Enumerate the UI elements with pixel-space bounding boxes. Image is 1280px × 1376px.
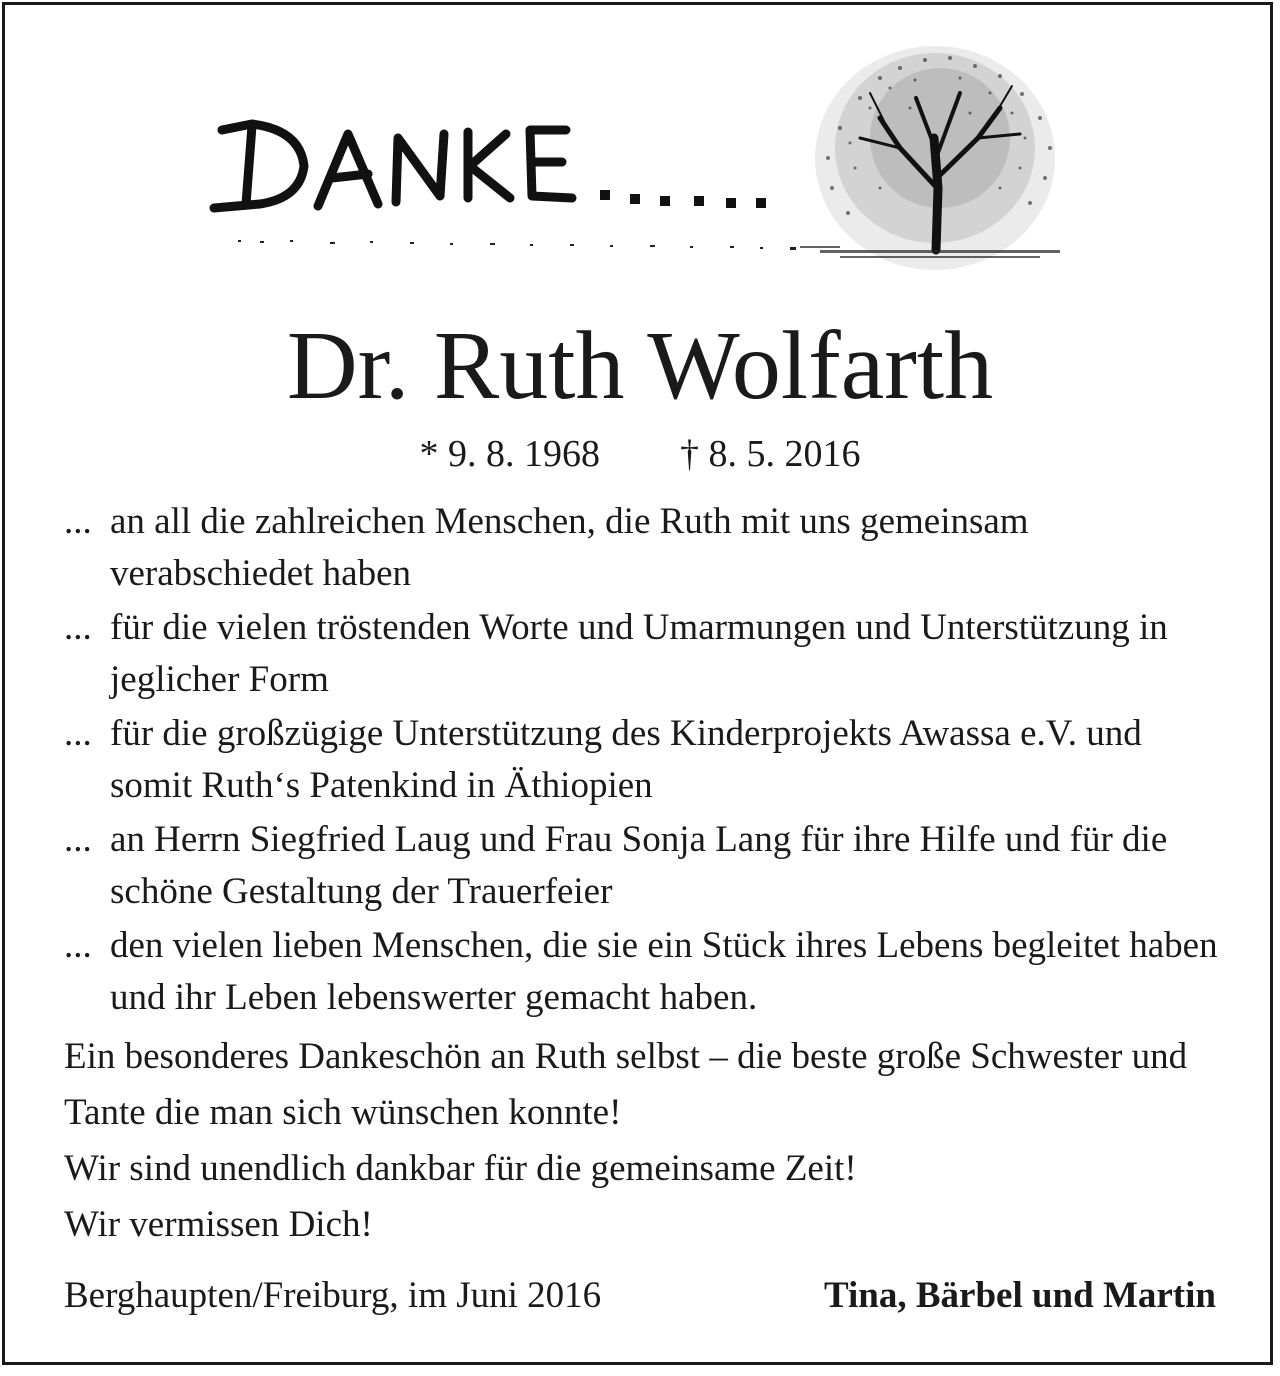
closing-line-miss-you: Wir vermissen Dich! xyxy=(64,1204,373,1245)
thanks-item-text: an Herrn Siegfried Laug und Frau Sonja Lang für ihre Hilfe und für die schöne Gestaltung der Trauerfeier xyxy=(110,819,1168,912)
thanks-item-text: den vielen lieben Menschen, die sie ein Stück ihres Lebens begleitet haben und ihr Leben lebenswerter gemacht haben. xyxy=(110,925,1218,1018)
thanks-item xyxy=(64,920,1224,1024)
header-artwork xyxy=(200,38,1085,278)
handwritten-danke xyxy=(214,124,572,208)
thanks-list xyxy=(64,496,1224,1026)
danke-tree-illustration xyxy=(200,38,1085,278)
ellipsis-marker: ... xyxy=(64,925,92,966)
thanks-item xyxy=(64,602,1224,706)
ellipsis-marker: ... xyxy=(64,819,92,860)
footer xyxy=(64,1268,1216,1324)
thanks-item-text: an all die zahlreichen Menschen, die Ruth mit uns gemeinsam verabschiedet haben xyxy=(110,501,1029,594)
closing-text xyxy=(64,1029,1234,1253)
thanks-item xyxy=(64,814,1224,918)
horizon-line xyxy=(238,240,796,250)
thanks-item xyxy=(64,496,1224,600)
thanks-item-text: für die vielen tröstenden Worte und Umarmungen und Unterstützung in jeglicher Form xyxy=(110,607,1168,700)
closing-line-special-thanks: Ein besonderes Dankeschön an Ruth selbst – die beste große Schwester und Tante die man sich wünschen konnte! xyxy=(64,1036,1188,1133)
ellipsis-dots xyxy=(600,190,766,208)
tree-icon xyxy=(800,46,1060,270)
birth-date: * 9. 8. 1968 xyxy=(419,433,600,475)
thanks-item xyxy=(64,708,1224,812)
life-dates xyxy=(0,428,1280,480)
death-date: † 8. 5. 2016 xyxy=(680,433,861,475)
ellipsis-marker: ... xyxy=(64,501,92,542)
ellipsis-marker: ... xyxy=(64,713,92,754)
signers: Tina, Bärbel und Martin xyxy=(823,1275,1216,1316)
thanks-item-text: für die großzügige Unterstützung des Kinderprojekts Awassa e.V. und somit Ruth‘s Patenkind in Äthiopien xyxy=(110,713,1142,806)
deceased-name: Dr. Ruth Wolfarth xyxy=(286,312,994,420)
ellipsis-marker: ... xyxy=(64,607,92,648)
closing-line-grateful: Wir sind unendlich dankbar für die gemeinsame Zeit! xyxy=(64,1148,857,1189)
place-and-date: Berghaupten/Freiburg, im Juni 2016 xyxy=(64,1275,602,1316)
